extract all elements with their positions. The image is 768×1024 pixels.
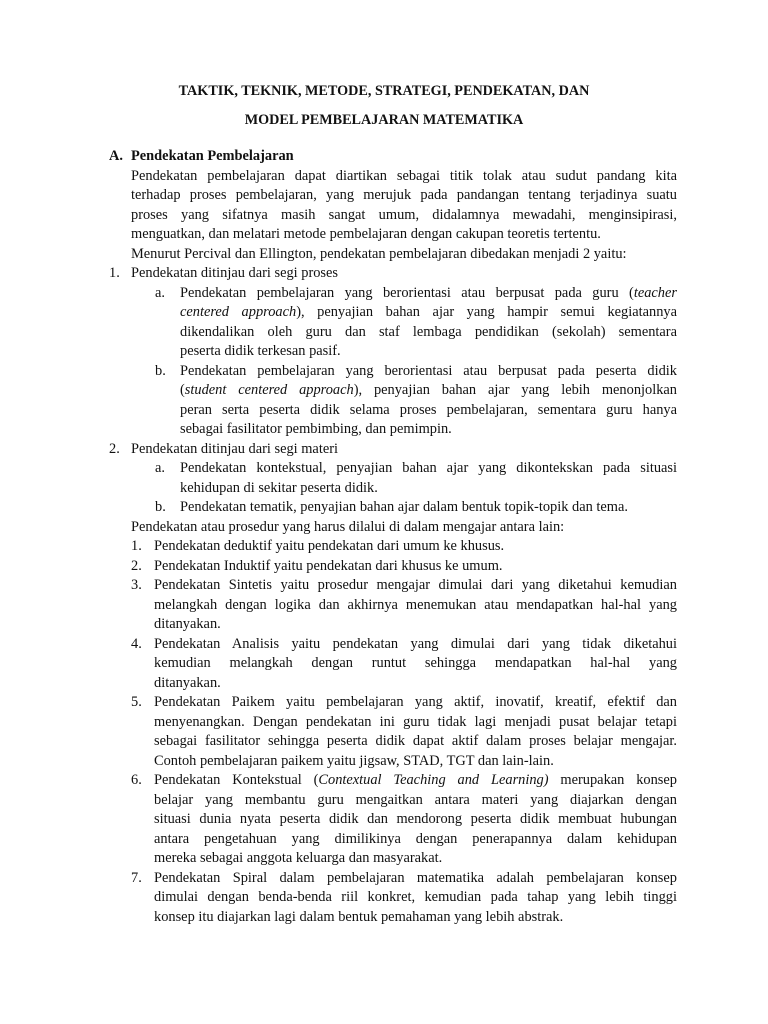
sub-item (155, 498, 677, 518)
section-marker: A. (109, 148, 123, 164)
list-marker: 5. (131, 694, 142, 710)
approach-line: mereka sebagai anggota keluarga dan masyarakat. (154, 850, 443, 866)
sub-line: Pendekatan tematik, penyajian bahan ajar dalam bentuk topik-topik dan tema. (180, 499, 628, 515)
list-marker: 3. (131, 577, 142, 593)
approach-line: Pendekatan deduktif yaitu pendekatan dari umum ke khusus. (154, 538, 505, 554)
approach-item (131, 537, 677, 557)
approach-line: Contoh pembelajaran paikem yaitu jigsaw, STAD, TGT dan lain-lain. (154, 752, 554, 769)
approach-line: kemudian melangkah dengan runtut sehingga mendapatkan hal-hal yang (154, 655, 677, 671)
approach-text: Pendekatan Kontekstual ( (154, 772, 319, 788)
approach-line: situasi dunia nyata peserta didik dan mendorong peserta didik membuat hubungan (154, 811, 677, 827)
approach-item (131, 771, 677, 869)
sub-line: sebagai fasilitator pembimbing, dan pemimpin. (180, 421, 452, 437)
intro-line: menguatkan, dan melatari metode pembelajaran dengan cakupan teoretis tertentu. (131, 226, 601, 242)
list1-item (109, 440, 768, 460)
approach-line: Pendekatan Spiral dalam pembelajaran matematika adalah pembelajaran konsep (154, 869, 677, 886)
list-item-label: Pendekatan ditinjau dari segi materi (131, 440, 338, 457)
approach-line: dimulai dengan benda-benda riil konkret, kemudian pada tahap yang lebih tinggi (154, 889, 677, 905)
sub-line: peserta didik terkesan pasif. (180, 343, 341, 359)
document-title-line-1: TAKTIK, TEKNIK, METODE, STRATEGI, PENDEKATAN, DAN (178, 83, 590, 99)
approach-item (131, 693, 677, 771)
list-marker: 1. (109, 265, 120, 281)
section-heading-text: Pendekatan Pembelajaran (131, 148, 294, 164)
approach-line: Pendekatan Induktif yaitu pendekatan dari khusus ke umum. (154, 557, 503, 574)
sub-item (155, 459, 677, 498)
sub-marker: b. (155, 499, 166, 515)
sub-item (155, 284, 677, 362)
sub-text: Pendekatan pembelajaran yang berorientasi atau berpusat pada guru ( (180, 284, 634, 301)
sub-marker: b. (155, 362, 166, 379)
approach-line: Pendekatan Analisis yaitu pendekatan yang dimulai dari yang tidak diketahui (154, 635, 677, 652)
intro-line: proses yang sifatnya masih sangat umum, didalamnya mewadahi, menginsipirasi, (131, 206, 677, 223)
approach-line: melangkah dengan logika dan akhirnya menemukan atau mendapatkan hal-hal yang (154, 596, 677, 613)
approach-line: menyenangkan. Dengan pendekatan ini guru tidak lagi menjadi pusat belajar tetapi (154, 713, 677, 730)
document-title-line-2: MODEL PEMBELAJARAN MATEMATIKA (244, 112, 524, 128)
sub-line: dikendalikan oleh guru dan staf lembaga pendidikan (sekolah) sementara (180, 323, 677, 340)
list1-item (109, 264, 768, 284)
approach-line: ditanyakan. (154, 616, 221, 632)
sub-line: Pendekatan pembelajaran yang berorientasi atau berpusat pada peserta didik (180, 362, 677, 379)
list-marker: 2. (109, 440, 120, 457)
sub-line: kehidupan di sekitar peserta didik. (180, 479, 378, 496)
approach-line: konsep itu diajarkan lagi dalam bentuk pemahaman yang lebih abstrak. (154, 908, 564, 925)
sub-marker: a. (155, 460, 165, 476)
approach-line: Pendekatan Sintetis yaitu prosedur mengajar dimulai dari yang diketahui kemudian (154, 577, 677, 593)
intro-line: terhadap proses pembelajaran, yang merujuk pada pandangan tentang terjadinya suatu (131, 187, 677, 203)
approach-line (154, 771, 677, 791)
sub-text: ), penyajian bahan ajar yang lebih menonjolkan (353, 382, 677, 398)
approach-line: sebagai fasilitator sehingga peserta didik dapat aktif dalam proses belajar mengajar. (154, 733, 677, 749)
percival-sentence: Menurut Percival dan Ellington, pendekatan pembelajaran dibedakan menjadi 2 yaitu: (131, 245, 627, 262)
approach-item (131, 635, 677, 694)
approach-line: belajar yang membantu guru mengaitkan antara materi yang diajarkan dengan (154, 791, 677, 808)
approach-item (131, 576, 677, 635)
sub-text: ( (180, 382, 185, 398)
list-marker: 4. (131, 635, 142, 652)
sub-line (180, 303, 677, 323)
approach-text-italic: Contextual Teaching and Learning) (318, 772, 549, 788)
sub-text-italic: centered approach (180, 304, 297, 320)
intro-paragraph (131, 167, 677, 265)
intro-line: Pendekatan pembelajaran dapat diartikan sebagai titik tolak atau sudut pandang kita (131, 167, 677, 184)
approach-text: merupakan konsep (548, 772, 677, 788)
sub-text-italic: teacher (633, 284, 677, 301)
sub-line (180, 381, 677, 401)
list-marker: 1. (131, 538, 142, 554)
approach-item (131, 557, 677, 577)
section-heading (109, 147, 768, 167)
sub-line (180, 284, 677, 304)
approach-list (0, 537, 768, 927)
sub-text-italic: student centered approach (184, 382, 354, 398)
list-item-label: Pendekatan ditinjau dari segi proses (131, 265, 339, 281)
list-marker: 6. (131, 772, 142, 788)
list-marker: 2. (131, 557, 142, 574)
sub-line: peran serta peserta didik selama proses pembelajaran, sementara guru hanya (180, 401, 677, 418)
section-pendekatan (0, 147, 768, 927)
approach-item (131, 869, 677, 928)
sub-item (155, 362, 677, 440)
approach-line: ditanyakan. (154, 674, 221, 691)
sub-line: Pendekatan kontekstual, penyajian bahan ajar yang dikontekskan pada situasi (180, 460, 677, 476)
approach-line: antara pengetahuan yang dimilikinya dengan penerapannya dalam kehidupan (154, 830, 677, 847)
approach-line: Pendekatan Paikem yaitu pembelajaran yang aktif, inovatif, kreatif, efektif dan (154, 694, 677, 710)
prosedur-sentence: Pendekatan atau prosedur yang harus dilalui di dalam mengajar antara lain: (131, 518, 565, 535)
sub-marker: a. (155, 284, 165, 301)
list-marker: 7. (131, 869, 142, 886)
sub-text: ), penyajian bahan ajar yang hampir semui kegiatannya (296, 304, 677, 320)
